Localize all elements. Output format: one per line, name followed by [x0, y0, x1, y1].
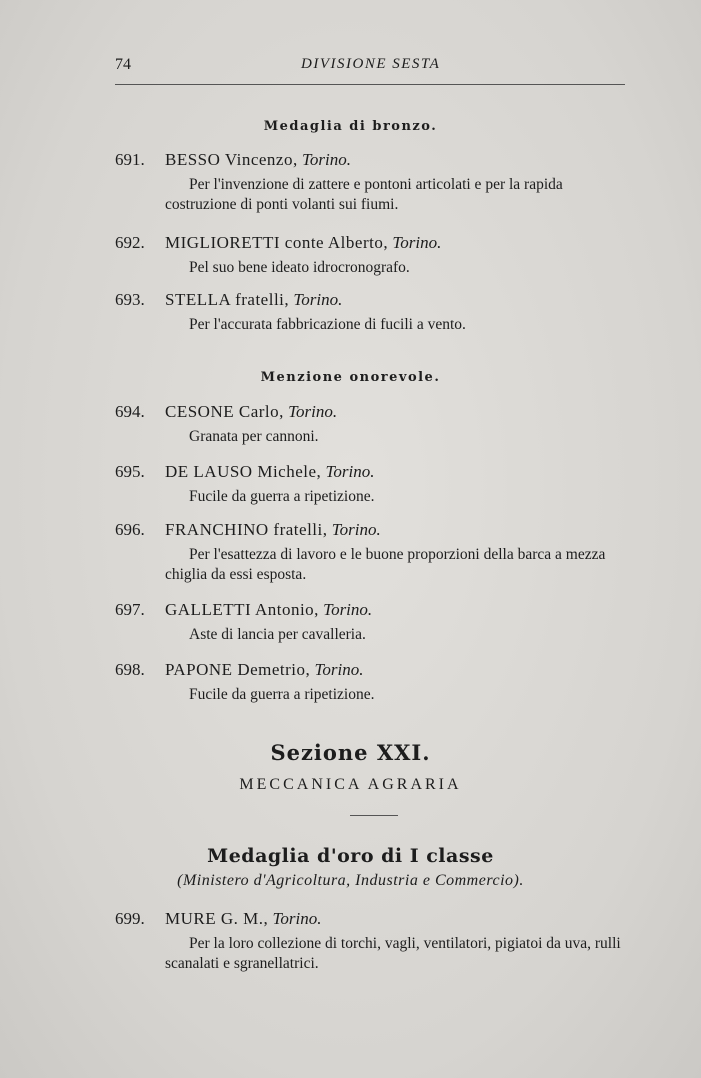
- entry-696: [115, 520, 635, 585]
- entry-number: 691.: [115, 150, 145, 169]
- entry-description: Fucile da guerra a ripetizione.: [189, 488, 375, 505]
- section-subtitle: MECCANICA AGRARIA: [239, 776, 462, 793]
- entry-place: Torino.: [293, 290, 343, 309]
- entry-description: Fucile da guerra a ripetizione.: [189, 686, 375, 703]
- entry-place: Torino.: [288, 402, 338, 421]
- entry-699: [115, 909, 635, 974]
- subhead-gold-medal: Medaglia d'oro di I classe: [207, 845, 494, 867]
- entry-695: [115, 462, 635, 507]
- entry-name: BESSO Vincenzo,: [165, 150, 298, 169]
- entry-name: PAPONE Demetrio,: [165, 660, 311, 679]
- page-number: 74: [115, 56, 131, 73]
- running-head: DIVISIONE SESTA: [301, 56, 441, 72]
- entry-number: 699.: [115, 909, 145, 928]
- entry-description: Pel suo bene ideato idrocronografo.: [189, 259, 410, 276]
- entry-place: Torino.: [325, 462, 375, 481]
- entry-description: Aste di lancia per cavalleria.: [189, 626, 366, 643]
- entry-description: Per l'esattezza di lavoro e le buone proporzioni della barca a mezza chiglia da essi esposta.: [165, 546, 606, 583]
- page-header: [115, 56, 625, 85]
- entry-place: Torino.: [301, 150, 351, 169]
- entry-place: Torino.: [392, 233, 442, 252]
- entry-691: [115, 150, 635, 215]
- entry-place: Torino.: [323, 600, 373, 619]
- entry-number: 694.: [115, 402, 145, 421]
- entry-number: 696.: [115, 520, 145, 539]
- entry-name: STELLA fratelli,: [165, 290, 290, 309]
- entry-name: MIGLIORETTI conte Alberto,: [165, 233, 389, 252]
- entry-description: Granata per cannoni.: [189, 428, 319, 445]
- entry-name: GALLETTI Antonio,: [165, 600, 319, 619]
- entry-name: MURE G. M.,: [165, 909, 269, 928]
- entry-number: 693.: [115, 290, 145, 309]
- entry-description: Per la loro collezione di torchi, vagli, ventilatori, pigiatoi da uva, rulli scanalati e sgranellatrici.: [165, 935, 621, 972]
- entry-name: FRANCHINO fratelli,: [165, 520, 328, 539]
- subhead-bronze-medal: Medaglia di bronzo.: [263, 119, 438, 134]
- entry-name: CESONE Carlo,: [165, 402, 284, 421]
- entry-place: Torino.: [331, 520, 381, 539]
- entry-698: [115, 660, 635, 705]
- entry-description: Per l'invenzione di zattere e pontoni articolati e per la rapida costruzione di ponti volanti sui fiumi.: [165, 176, 563, 213]
- entry-number: 697.: [115, 600, 145, 619]
- divider-rule: [350, 815, 398, 816]
- section-title: Sezione XXI.: [270, 740, 431, 765]
- entry-place: Torino.: [272, 909, 322, 928]
- entry-description: Per l'accurata fabbricazione di fucili a vento.: [189, 316, 466, 333]
- entry-name: DE LAUSO Michele,: [165, 462, 322, 481]
- entry-number: 692.: [115, 233, 145, 252]
- entry-693: [115, 290, 635, 335]
- entry-694: [115, 402, 635, 447]
- ministry-note: (Ministero d'Agricoltura, Industria e Commercio).: [177, 872, 524, 889]
- subhead-honorable-mention: Menzione onorevole.: [260, 370, 441, 385]
- entry-number: 695.: [115, 462, 145, 481]
- entry-697: [115, 600, 635, 645]
- entry-number: 698.: [115, 660, 145, 679]
- entry-692: [115, 233, 635, 278]
- entry-place: Torino.: [314, 660, 364, 679]
